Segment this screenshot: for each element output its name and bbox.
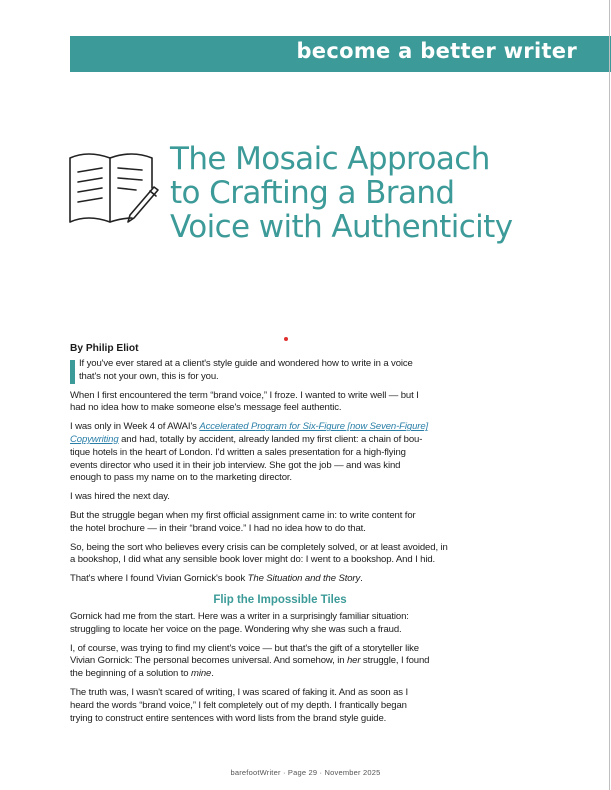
open-book-pencil-icon (66, 148, 164, 228)
paragraph: I was hired the next day. (70, 491, 170, 503)
program-link[interactable]: Accelerated Program for Six-Figure [now Seven-Figure] (199, 421, 429, 433)
book-title: The Situation and the Story (247, 573, 361, 585)
section-label: become a better writer (296, 39, 577, 63)
paragraph: The truth was, I wasn't scared of writing, I was scared of faking it. And as soon as I heard the words “brand voice,” I felt completely out of my depth. I frantically began trying to construct entire sentences with word lists from the brand style guide. (70, 686, 409, 724)
article-title (170, 142, 590, 244)
paragraph: I, of course, was trying to find my client's voice — but that's the gift of a storyteller like Vivian Gornick: The personal becomes universal. And somehow, in her struggle, I found the beginning of a solution to mine. (70, 642, 430, 680)
paragraph: When I first encountered the term “brand voice,” I froze. I wanted to write well — but I had no idea how to make someone else's message feel authentic. (70, 389, 419, 414)
title-line: Voice with Authenticity (170, 209, 513, 245)
program-link-continued[interactable]: Copywriting (70, 433, 119, 445)
article-body (70, 342, 470, 731)
byline: By Philip Eliot (70, 343, 139, 354)
section-banner (70, 36, 611, 72)
drop-cap-bar (70, 360, 75, 384)
paragraph: So, being the sort who believes every crisis can be completely solved, or at least avoided, in a bookshop, I did what any sensible book lover might do: I went to a bookshop. And I hid. (70, 541, 448, 566)
page-footer: barefootWriter · Page 29 · November 2025 (230, 768, 381, 777)
paragraph: That's where I found Vivian Gornick's book The Situation and the Story. (70, 573, 363, 585)
lead-paragraph: If you've ever stared at a client's style guide and wondered how to write in a voice that's not your own, this is for you. (70, 358, 470, 384)
page-edge-rule (609, 0, 610, 790)
title-line: to Crafting a Brand (170, 175, 455, 211)
paragraph: Gornick had me from the start. Here was a writer in a surprisingly familiar situation: struggling to locate her voice on the page. Wondering why she was such a fraud. (70, 610, 409, 635)
stray-mark (284, 337, 288, 341)
subheading: Flip the Impossible Tiles (213, 593, 347, 606)
title-line: The Mosaic Approach (170, 141, 490, 177)
paragraph: But the struggle began when my first official assignment came in: to write content for the hotel brochure — in their “brand voice.” I had no idea how to do that. (70, 509, 416, 534)
paragraph: I was only in Week 4 of AWAI's Accelerated Program for Six-Figure [now Seven-Figure] Copywriting and had, totally by accident, already landed my first client: a chain of bou- tique hotels in the heart of London. I'd written a sales presentation for a high-flying events director who used it in their job interview. She got the job — and was kind enough to pass my name on to the marketing director. (70, 421, 429, 484)
